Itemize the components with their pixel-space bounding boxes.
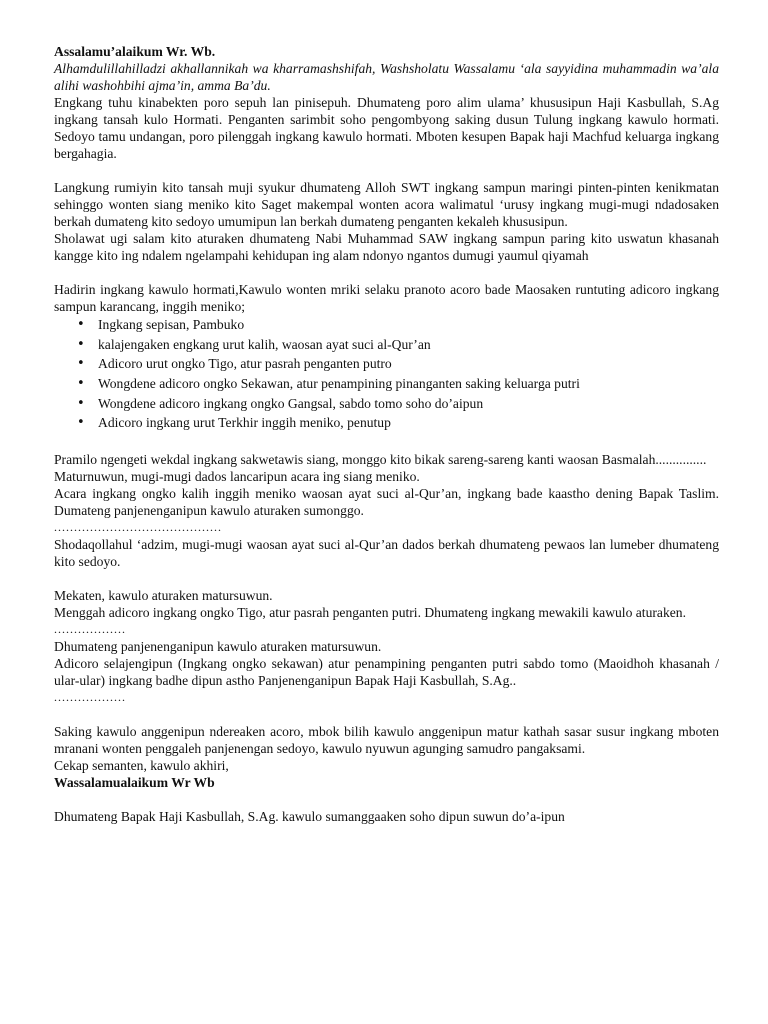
honors-paragraph: Engkang tuhu kinabekten poro sepuh lan pinisepuh. Dhumateng poro alim ulama’ khususipun Haji Kasbullah, S.Ag ingkang tansah kulo Hormati. Penganten sarimbit soho pengombyong saking dusun Tulung ingkang kawulo hormati. Sedoyo tamu undangan, poro pilenggah ingkang kawulo hormati. Mboten kesupen Bapak haji Machfud keluarga ingkang bergahagia. — [54, 95, 719, 161]
spacer — [54, 433, 719, 451]
agenda-list — [54, 315, 719, 433]
opening-prayer: Alhamdulillahilladzi akhallannikah wa kharramashshifah, Washsholatu Wassalamu ‘ala sayyidina muhammadin wa’ala alihi washohbihi ajma’in, amma Ba’du. — [54, 61, 719, 93]
pasrah-paragraph: Menggah adicoro ingkang ongko Tigo, atur pasrah penganten putri. Dhumateng ingkang mewakili kawulo aturaken. — [54, 605, 686, 621]
quran-paragraph: Acara ingkang ongko kalih inggih meniko waosan ayat suci al-Qur’an, ingkang bade kaastho dening Bapak Taslim. Dumateng panjenenganipun kawulo aturaken sumonggo. — [54, 486, 719, 519]
penampining-paragraph: Adicoro selajengipun (Ingkang ongko sekawan) atur penampining penganten putri sabdo tomo (Maoidhoh khasanah / ular-ular) ingkang badhe dipun astho Panjenenganipun Bapak Haji Kasbullah, S.Ag.. — [54, 656, 719, 689]
spacer — [54, 162, 719, 179]
document-body — [54, 43, 719, 825]
gratitude-paragraph: Langkung rumiyin kito tansah muji syukur dhumateng Alloh SWT ingkang sampun maringi pinten-pinten kenikmatan sehinggo wonten siang meniko kito Saget makempal wonten acora walimatul ‘urusy ingkang mugi-mugi ndadosaken berkah dumateng kito sedoyo umumipun lan berkah dumateng penganten kekaleh khususipun. — [54, 180, 719, 229]
salam-closing: Wassalamualaikum Wr Wb — [54, 775, 215, 791]
dhumateng-line: Dhumateng panjenenganipun kawulo aturaken matursuwun. — [54, 639, 382, 655]
dots-separator: .......................................... — [54, 520, 222, 535]
list-item: • Adicoro urut ongko Tigo, atur pasrah penganten putro — [98, 354, 719, 374]
spacer — [54, 570, 719, 587]
shodaqollahul-paragraph: Shodaqollahul ‘adzim, mugi-mugi waosan ayat suci al-Qur’an dados berkah dhumateng pewaos lan lumeber dhumateng kito sedoyo. — [54, 537, 719, 570]
spacer — [54, 706, 719, 723]
list-item: • Adicoro ingkang urut Terkhir inggih meniko, penutup — [98, 413, 719, 433]
final-line: Dhumateng Bapak Haji Kasbullah, S.Ag. kawulo sumanggaaken soho dipun suwun do’a-ipun — [54, 809, 565, 825]
sholawat-paragraph: Sholawat ugi salam kito aturaken dhumateng Nabi Muhammad SAW ingkang sampun paring kito uswatun khasanah kangge kito ing ndalem ngelampahi kehidupan ing alam ndonyo ngantos dumugi yaumul qiyamah — [54, 231, 719, 263]
list-item: • Ingkang sepisan, Pambuko — [98, 315, 719, 335]
dots-separator: .................. — [54, 622, 126, 637]
closing-paragraph: Saking kawulo anggenipun ndereaken acoro, mbok bilih kawulo anggenipun matur kathah sasar susur ingkang mboten mranani wonten penggaleh panjenengan sedoyo, kawulo nyuwun agunging samudro pangaksami. — [54, 724, 719, 757]
cekap-line: Cekap semanten, kawulo akhiri, — [54, 758, 229, 774]
list-item: • Wongdene adicoro ongko Sekawan, atur penampining pinanganten saking keluarga putri — [98, 374, 719, 394]
maturnuwun-line: Maturnuwun, mugi-mugi dados lancaripun acara ing siang meniko. — [54, 469, 420, 485]
list-item: • Wongdene adicoro ingkang ongko Gangsal, sabdo tomo soho do’aipun — [98, 394, 719, 414]
spacer — [54, 264, 719, 281]
spacer — [54, 791, 719, 808]
greeting-heading: Assalamu’alaikum Wr. Wb. — [54, 44, 216, 59]
basmalah-paragraph: Pramilo ngengeti wekdal ingkang sakwetawis siang, monggo kito bikak sareng-sareng kanti waosan Basmalah............... — [54, 452, 707, 468]
dots-separator: .................. — [54, 690, 126, 705]
mekaten-line: Mekaten, kawulo aturaken matursuwun. — [54, 588, 273, 604]
agenda-intro-paragraph: Hadirin ingkang kawulo hormati,Kawulo wonten mriki selaku pranoto acoro bade Maosaken runtuting adicoro ingkang sampun karancang, inggih meniko; — [54, 282, 719, 314]
list-item: • kalajengaken engkang urut kalih, waosan ayat suci al-Qur’an — [98, 335, 719, 355]
